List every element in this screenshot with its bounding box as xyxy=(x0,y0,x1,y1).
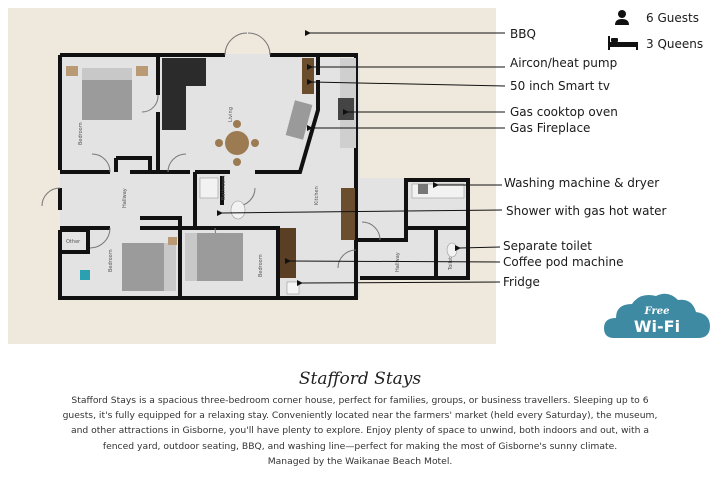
bed-icon xyxy=(608,36,638,50)
listing-description xyxy=(22,393,698,469)
callout-fridge: Fridge xyxy=(503,275,540,289)
callout-toilet: Separate toilet xyxy=(503,239,592,253)
room-label-toilet: Toilet xyxy=(448,256,454,270)
room-label-bedroom-2: Bedroom xyxy=(108,249,114,272)
room-label-laundry-hallway: Hallway xyxy=(395,252,401,272)
callout-aircon: Aircon/heat pump xyxy=(510,56,618,70)
description-line: Managed by the Waikanae Beach Motel. xyxy=(267,455,453,467)
wifi-free-label: Free xyxy=(644,306,670,317)
callout-coffee: Coffee pod machine xyxy=(503,255,624,269)
room-label-kitchen: Kitchen xyxy=(314,186,320,205)
callout-shower: Shower with gas hot water xyxy=(506,204,667,218)
guests-count: 6 Guests xyxy=(646,11,699,25)
callout-tv: 50 inch Smart tv xyxy=(510,79,610,93)
room-label-bedroom-1: Bedroom xyxy=(78,122,84,145)
room-label-bathroom: Bathroom xyxy=(221,175,227,200)
room-label-hallway: Hallway xyxy=(122,188,128,208)
room-label-living: Living xyxy=(228,107,234,122)
callout-washing: Washing machine & dryer xyxy=(504,176,660,190)
callout-fireplace: Gas Fireplace xyxy=(510,121,591,135)
beds-count: 3 Queens xyxy=(646,37,704,51)
description-line: Stafford Stays is a spacious three-bedroom corner house, perfect for families, groups, or business travellers. Sleeping up to 6 xyxy=(71,395,649,406)
person-icon xyxy=(615,10,629,25)
description-line: and other attractions in Gisborne, you'll have plenty to explore. Enjoy plenty of space to unwind, both indoors and out, with a xyxy=(70,425,650,437)
room-label-other: Other xyxy=(66,239,81,245)
callout-bbq: BBQ xyxy=(510,27,536,41)
description-line: fenced yard, outdoor seating, BBQ, and washing line—perfect for making the most of Gisborne's sunny climate. xyxy=(102,440,618,452)
description-line: guests, it's fully equipped for a relaxing stay. Conveniently located near the farmers' market (held every Saturday), the museum, xyxy=(62,410,658,422)
listing-title: Stafford Stays xyxy=(298,369,422,389)
room-label-bedroom-3: Bedroom xyxy=(258,254,264,277)
wifi-cloud-icon xyxy=(604,292,710,340)
wifi-label: Wi-Fi xyxy=(633,317,681,336)
callout-cooktop: Gas cooktop oven xyxy=(510,105,618,119)
